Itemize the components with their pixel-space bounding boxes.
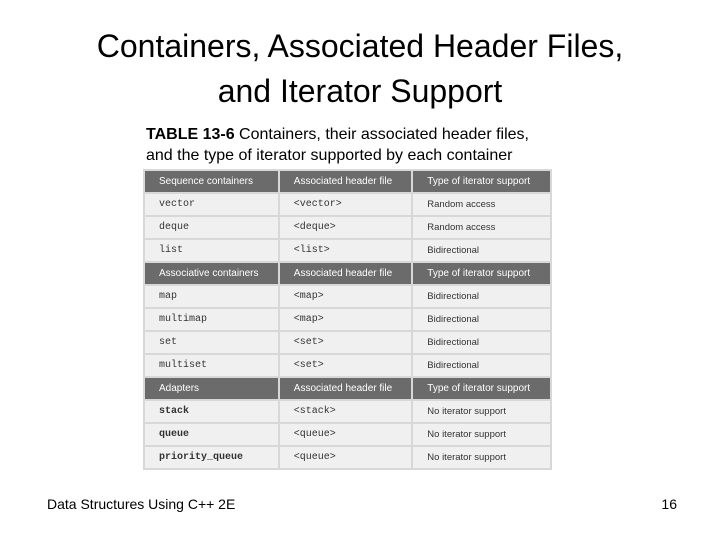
container-name-cell: multimap — [145, 309, 278, 330]
container-name-cell: vector — [145, 194, 278, 215]
table-header-cell: Adapters — [145, 378, 278, 399]
table-caption-text-line-1: Containers, their associated header files, — [234, 126, 529, 143]
table-row — [145, 355, 550, 376]
table-caption — [146, 124, 606, 166]
header-file-cell: <map> — [280, 286, 412, 307]
table-row — [145, 401, 550, 422]
table-caption-text-line-2: and the type of iterator supported by each container — [146, 147, 513, 164]
header-file-cell: <deque> — [280, 217, 412, 238]
table-header-cell: Associated header file — [280, 171, 412, 192]
table-header-cell: Type of iterator support — [413, 171, 550, 192]
container-name-cell: multiset — [145, 355, 278, 376]
containers-table-body — [145, 171, 550, 468]
footer-course-title: Data Structures Using C++ 2E — [47, 496, 236, 512]
header-file-cell: <vector> — [280, 194, 412, 215]
table-header-cell: Type of iterator support — [413, 378, 550, 399]
iterator-support-cell: Random access — [413, 194, 550, 215]
containers-table-grid — [143, 169, 552, 470]
container-name-cell: set — [145, 332, 278, 353]
table-row — [145, 286, 550, 307]
iterator-support-cell: Random access — [413, 217, 550, 238]
iterator-support-cell: No iterator support — [413, 447, 550, 468]
container-name-cell: stack — [145, 401, 278, 422]
container-name-cell: map — [145, 286, 278, 307]
table-header-cell: Associated header file — [280, 378, 412, 399]
container-name-cell: priority_queue — [145, 447, 278, 468]
table-header-cell: Associated header file — [280, 263, 412, 284]
header-file-cell: <set> — [280, 332, 412, 353]
header-file-cell: <stack> — [280, 401, 412, 422]
containers-table — [143, 169, 552, 470]
table-row — [145, 309, 550, 330]
table-caption-label: TABLE 13-6 — [146, 126, 235, 143]
table-header-cell: Type of iterator support — [413, 263, 550, 284]
header-file-cell: <set> — [280, 355, 412, 376]
slide-title-line-2: and Iterator Support — [217, 73, 503, 109]
table-row — [145, 332, 550, 353]
header-file-cell: <queue> — [280, 447, 412, 468]
iterator-support-cell: Bidirectional — [413, 332, 550, 353]
header-file-cell: <queue> — [280, 424, 412, 445]
iterator-support-cell: No iterator support — [413, 401, 550, 422]
container-name-cell: queue — [145, 424, 278, 445]
iterator-support-cell: No iterator support — [413, 424, 550, 445]
table-section-header — [145, 378, 550, 399]
header-file-cell: <map> — [280, 309, 412, 330]
slide-title — [0, 24, 720, 114]
table-row — [145, 424, 550, 445]
slide-title-line-1: Containers, Associated Header Files, — [96, 28, 624, 64]
iterator-support-cell: Bidirectional — [413, 286, 550, 307]
table-row — [145, 194, 550, 215]
container-name-cell: deque — [145, 217, 278, 238]
iterator-support-cell: Bidirectional — [413, 309, 550, 330]
table-row — [145, 240, 550, 261]
table-row — [145, 447, 550, 468]
table-header-cell: Sequence containers — [145, 171, 278, 192]
table-section-header — [145, 171, 550, 192]
table-row — [145, 217, 550, 238]
container-name-cell: list — [145, 240, 278, 261]
iterator-support-cell: Bidirectional — [413, 240, 550, 261]
header-file-cell: <list> — [280, 240, 412, 261]
table-section-header — [145, 263, 550, 284]
iterator-support-cell: Bidirectional — [413, 355, 550, 376]
page-number: 16 — [661, 496, 677, 512]
table-header-cell: Associative containers — [145, 263, 278, 284]
